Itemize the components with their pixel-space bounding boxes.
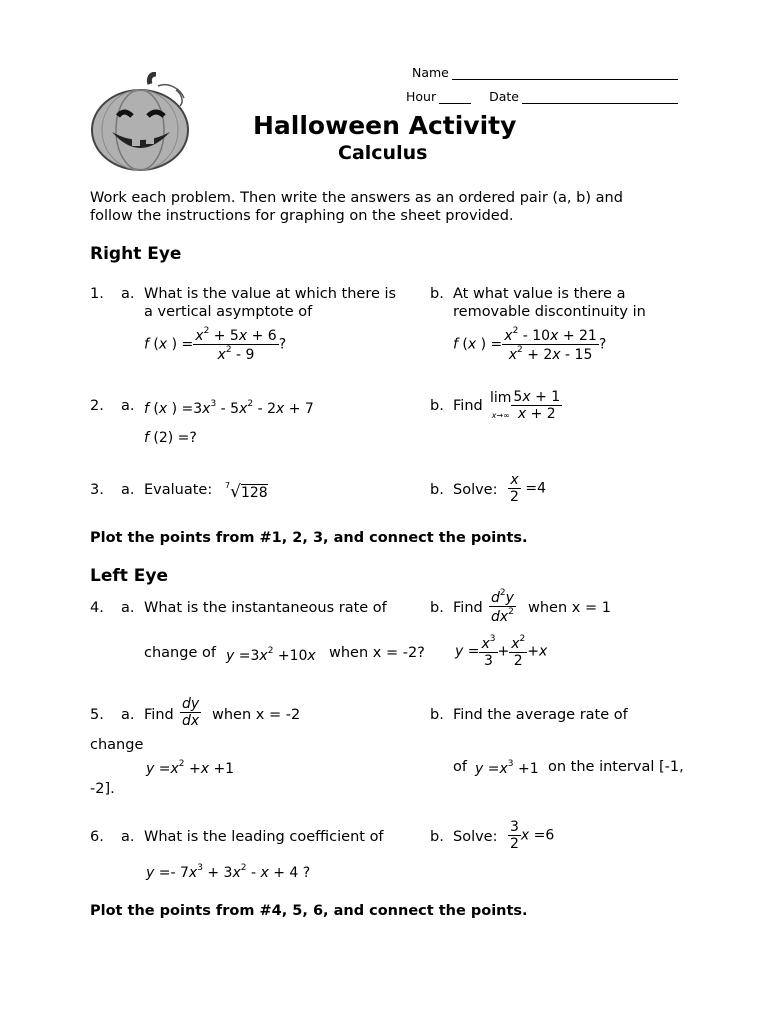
plot-note-left-eye: Plot the points from #4, 5, 6, and connect the points. xyxy=(90,903,528,919)
problem-4a-text-3: when x = -2? xyxy=(329,645,425,661)
problem-4b-derivative: $\frac{d^2y}{dx^2}$ xyxy=(491,588,514,625)
problem-3-number: 3. xyxy=(90,482,104,498)
problem-1-number: 1. xyxy=(90,286,104,302)
problem-6-number: 6. xyxy=(90,829,104,845)
problem-4a-equation: $y =3x^2 +10x$ xyxy=(226,646,316,664)
date-label: Date xyxy=(489,89,519,104)
problem-1b-text-1: At what value is there a xyxy=(453,286,626,302)
problem-5a-derivative: $\frac{dy}{dx}$ xyxy=(182,696,200,729)
problem-1b-label: b. xyxy=(430,286,444,302)
problem-5b-label: b. xyxy=(430,707,444,723)
problem-5b-continuation: -2]. xyxy=(90,781,115,797)
problem-2a-equation: f (x ) $=3x^3 - 5x^2 - 2x + 7$ xyxy=(144,399,314,417)
problem-2b-limit: lim x→∞ $\frac{5x + 1}{x + 2}$ xyxy=(490,389,561,422)
problem-1a-equation: f (x ) = $\frac{x^2 + 5x + 6}{x^2 - 9}$ ? xyxy=(144,326,287,363)
problem-1a-text-1: What is the value at which there is xyxy=(144,286,397,302)
problem-4-number: 4. xyxy=(90,600,104,616)
problem-5b-text-3: on the interval [-1, xyxy=(548,759,684,775)
problem-4b-text-2: when x = 1 xyxy=(528,600,611,616)
problem-2b-text: Find xyxy=(453,398,483,414)
problem-6b-label: b. xyxy=(430,829,444,845)
plot-note-right-eye: Plot the points from #1, 2, 3, and connect the points. xyxy=(90,530,528,546)
problem-5-number: 5. xyxy=(90,707,104,723)
problem-1a-label: a. xyxy=(121,286,135,302)
page-title: Halloween Activity xyxy=(253,111,517,140)
instructions-line-2: follow the instructions for graphing on the sheet provided. xyxy=(90,208,514,224)
problem-4b-label: b. xyxy=(430,600,444,616)
problem-5a-text-2: when x = -2 xyxy=(212,707,301,723)
problem-2a-label: a. xyxy=(121,398,135,414)
right-eye-heading: Right Eye xyxy=(90,244,182,264)
problem-4b-text-1: Find xyxy=(453,600,483,616)
pumpkin-icon xyxy=(88,72,192,172)
problem-5a-label: a. xyxy=(121,707,135,723)
problem-1a-text-2: a vertical asymptote of xyxy=(144,304,313,320)
problem-5b-text-2: of xyxy=(453,759,467,775)
problem-3a-label: a. xyxy=(121,482,135,498)
problem-3b-equation: $\frac{x}{2}$ =4 xyxy=(510,472,547,505)
problem-5a-continuation: change xyxy=(90,737,144,753)
problem-4a-label: a. xyxy=(121,600,135,616)
problem-1b-text-2: removable discontinuity in xyxy=(453,304,646,320)
problem-3b-text: Solve: xyxy=(453,482,498,498)
problem-4a-text-1: What is the instantaneous rate of xyxy=(144,600,387,616)
hour-label: Hour xyxy=(406,89,437,104)
problem-2b-label: b. xyxy=(430,398,444,414)
page-subtitle: Calculus xyxy=(338,142,428,164)
problem-4a-text-2: change of xyxy=(144,645,216,661)
problem-1b-equation: f (x ) = $\frac{x^2 - 10x + 21}{x^2 + 2x - 15}$ ? xyxy=(453,326,607,363)
problem-5a-text-1: Find xyxy=(144,707,174,723)
hour-date-fields xyxy=(406,89,678,104)
name-label: Name xyxy=(412,65,449,80)
instructions-line-1: Work each problem. Then write the answers as an ordered pair (a, b) and xyxy=(90,190,623,206)
problem-5a-equation: $y =x^2 +x +1$ xyxy=(146,759,235,777)
problem-5b-equation: $y =x^3 +1$ xyxy=(475,759,539,777)
problem-3a-radical: $^7$√128 xyxy=(225,481,268,502)
problem-6b-equation: $\frac{3}{2}$ x =6 xyxy=(510,819,555,852)
problem-2-number: 2. xyxy=(90,398,104,414)
problem-2a-question: f (2) =? xyxy=(144,430,197,446)
left-eye-heading: Left Eye xyxy=(90,566,169,586)
problem-6a-label: a. xyxy=(121,829,135,845)
problem-3b-label: b. xyxy=(430,482,444,498)
problem-4b-equation: y = $\frac{x^3}{3}$ + $\frac{x^2}{2}$ +x xyxy=(455,634,548,669)
problem-6a-equation: $y =- 7x^3 + 3x^2 - x + 4$ ? xyxy=(146,863,311,881)
problem-3a-text: Evaluate: xyxy=(144,482,213,498)
problem-5b-text-1: Find the average rate of xyxy=(453,707,628,723)
name-field xyxy=(412,65,678,80)
problem-6a-text: What is the leading coefficient of xyxy=(144,829,384,845)
problem-6b-text: Solve: xyxy=(453,829,498,845)
